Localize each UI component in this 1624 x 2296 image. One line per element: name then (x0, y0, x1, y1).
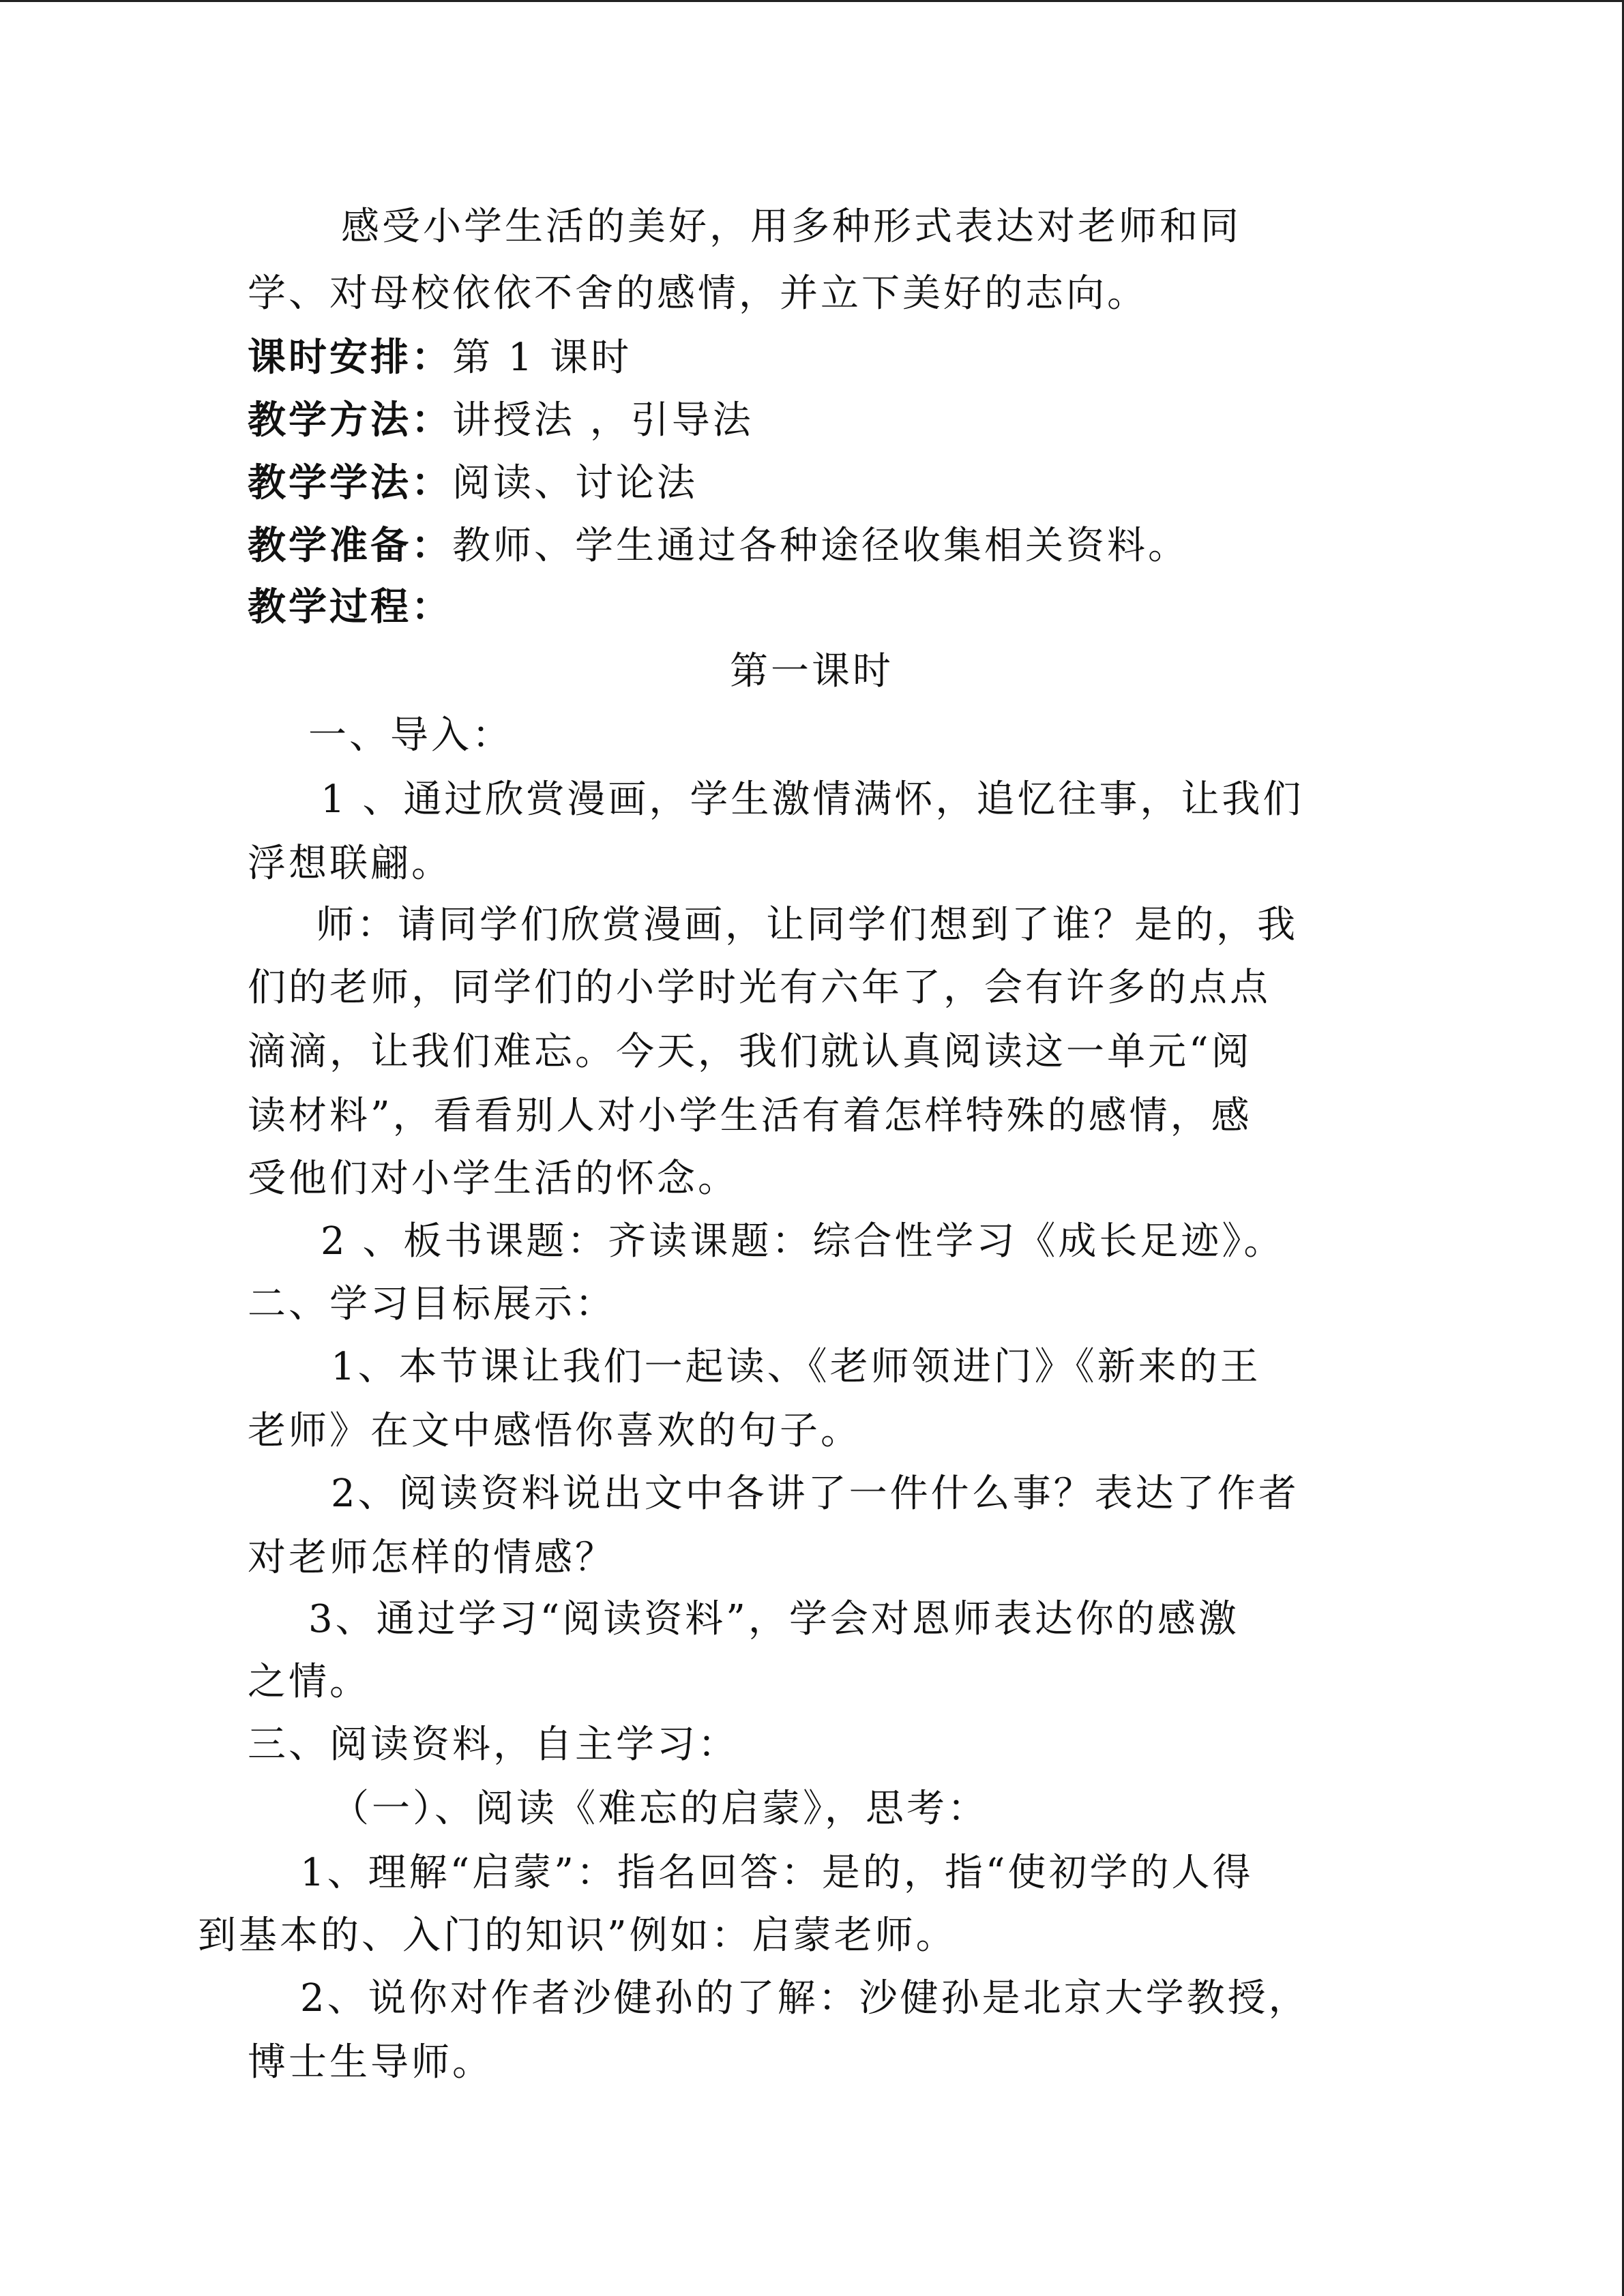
intro-line-1: 感受小学生活的美好，用多种形式表达对老师和同 (341, 205, 1241, 249)
learning-label: 教学学法： (248, 461, 452, 505)
goal-3-line-2: 之情。 (248, 1660, 370, 1704)
teacher-line-5: 受他们对小学生活的怀念。 (248, 1157, 739, 1201)
learning-value: 阅读、讨论法 (452, 461, 698, 505)
goal-3-line-1: 3、通过学习“阅读资料”，学会对恩师表达你的感激 (308, 1597, 1239, 1641)
learning-row (248, 460, 698, 507)
prep-row (248, 522, 1189, 570)
goal-2-line-1: 2、阅读资料说出文中各讲了一件什么事？表达了作者 (331, 1472, 1299, 1516)
section-3-heading: 三、阅读资料，自主学习： (248, 1723, 739, 1767)
prep-value: 教师、学生通过各种途径收集相关资料。 (452, 524, 1189, 568)
item-1-line-1: 1 、通过欣赏漫画，学生激情满怀，追忆往事，让我们 (321, 777, 1304, 822)
section-1-heading: 一、导入： (308, 713, 513, 758)
teacher-line-3: 滴滴，让我们难忘。今天，我们就认真阅读这一单元“阅 (248, 1030, 1252, 1074)
schedule-label: 课时安排： (248, 336, 452, 380)
schedule-value: 第 1 课时 (452, 336, 632, 380)
intro-line-2: 学、对母校依依不舍的感情，并立下美好的志向。 (248, 271, 1148, 316)
teacher-line-2: 们的老师，同学们的小学时光有六年了，会有许多的点点 (248, 966, 1271, 1010)
teacher-line-4: 读材料”，看看别人对小学生活有着怎样特殊的感情，感 (248, 1094, 1252, 1138)
subsection-1-heading: （一）、阅读《难忘的启蒙》，思考： (331, 1787, 988, 1831)
question-2-line-2: 博士生导师。 (248, 2040, 493, 2085)
page-border-top (0, 0, 1624, 2)
goal-1-line-1: 1、本节课让我们一起读、《老师领进门》《新来的王 (331, 1345, 1261, 1389)
question-1-line-1: 1、理解“启蒙”：指名回答：是的，指“使初学的人得 (300, 1851, 1254, 1895)
item-2: 2 、板书课题：齐读课题：综合性学习《成长足迹》。 (321, 1219, 1285, 1264)
goal-1-line-2: 老师》在文中感悟你喜欢的句子。 (248, 1409, 861, 1453)
item-1-line-2: 浮想联翩。 (248, 841, 452, 886)
method-row (248, 397, 754, 445)
teacher-line-1: 师：请同学们欣赏漫画，让同学们想到了谁？是的，我 (316, 903, 1298, 947)
goal-2-line-2: 对老师怎样的情感？ (248, 1536, 616, 1580)
question-2-line-1: 2、说你对作者沙健孙的了解：沙健孙是北京大学教授， (300, 1976, 1310, 2021)
section-2-heading: 二、学习目标展示： (248, 1282, 616, 1326)
schedule-row (248, 334, 632, 382)
method-label: 教学方法： (248, 398, 452, 443)
prep-label: 教学准备： (248, 524, 452, 568)
process-label: 教学过程： (248, 585, 452, 629)
lesson-heading: 第一课时 (730, 649, 894, 694)
question-1-line-2: 到基本的、入门的知识”例如：启蒙老师。 (198, 1913, 957, 1958)
method-value: 讲授法 ，引导法 (452, 398, 754, 443)
process-row (248, 584, 452, 631)
